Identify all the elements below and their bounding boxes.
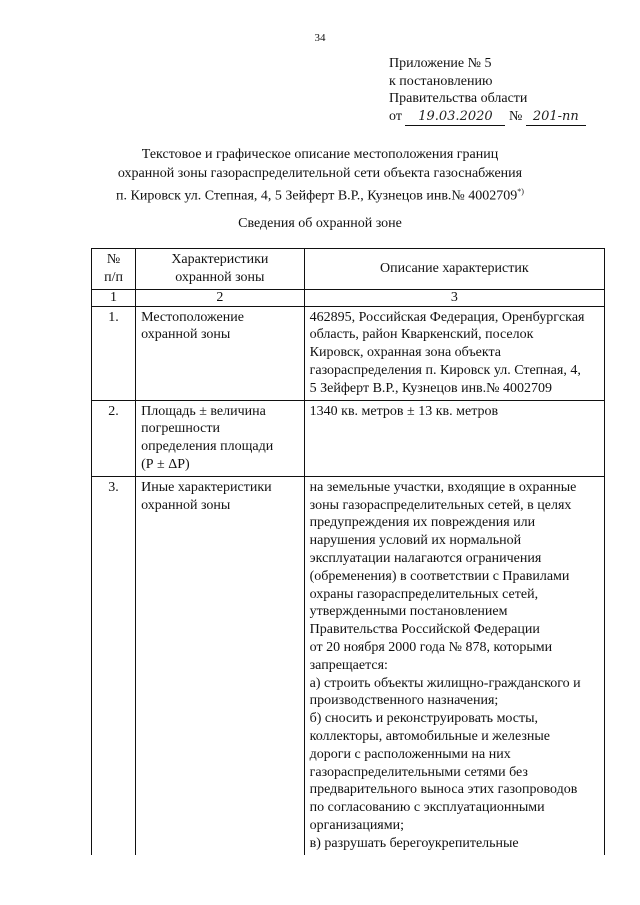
row-description: 462895, Российская Федерация, Оренбургская область, район Кваркенский, поселок Кировск, охранная зона объекта газораспределения п. Кировск ул. Степная, 4, 5 Зейферт В.Р., Кузнецов инв.№ 4002709 (304, 306, 604, 400)
row-number: 3. (92, 476, 136, 854)
number-prefix: № (508, 108, 523, 124)
row-description: на земельные участки, входящие в охранные зоны газораспределительных сетей, в целях предупреждения их повреждения или нарушения условий их нормальной эксплуатации налагаются ограничения (обременения) в соответствии с Правилами охраны газораспределительных сетей, утвержденными постановлением Правительства Российской Федерации от 20 ноября 2000 года № 878, которыми запрещается: а) строить объекты жилищно-гражданского и производственного назначения; б) сносить и реконструировать мосты, коллекторы, автомобильные и железные дороги с расположенными на них газораспределительными сетями без предварительного выноса этих газопроводов по согласованию с эксплуатационными организациями; в) разрушать берегоукрепительные (304, 476, 604, 854)
table-header-row (92, 249, 605, 290)
row-characteristic: Местоположение охранной зоны (136, 306, 305, 400)
footnote-mark: *) (517, 187, 524, 196)
title-line: охранной зоны газораспределительной сети объекта газоснабжения (117, 165, 523, 181)
document-title (0, 146, 640, 206)
column-number: 3 (304, 289, 604, 306)
handwritten-date: 19.03.2020 (405, 108, 505, 127)
row-characteristic: Площадь ± величина погрешности определения площади (Р ± ΔР) (136, 400, 305, 476)
table-row (92, 476, 605, 854)
header-description: Описание характеристик (304, 249, 604, 290)
header-characteristics: Характеристики охранной зоны (136, 249, 305, 290)
row-number: 2. (92, 400, 136, 476)
protection-zone-table (91, 248, 605, 855)
title-line: Текстовое и графическое описание местоположения границ (141, 147, 499, 162)
title-text: п. Кировск ул. Степная, 4, 5 Зейферт В.Р., Кузнецов инв.№ 4002709 (116, 188, 518, 204)
appendix-block (389, 55, 586, 126)
row-description: 1340 кв. метров ± 13 кв. метров (304, 400, 604, 476)
table-row (92, 306, 605, 400)
row-characteristic: Иные характеристики охранной зоны (136, 476, 305, 854)
header-number: № п/п (92, 249, 136, 290)
appendix-line: Правительства области (389, 91, 528, 106)
table-row (92, 400, 605, 476)
appendix-date-line (389, 108, 586, 127)
row-number: 1. (92, 306, 136, 400)
title-line-3 (0, 183, 640, 206)
section-title: Сведения об охранной зоне (238, 216, 402, 231)
column-number-row (92, 289, 605, 306)
appendix-title: Приложение № 5 (389, 56, 492, 71)
column-number: 1 (92, 289, 136, 306)
handwritten-number: 201-пп (526, 108, 586, 127)
page-number: 34 (314, 32, 326, 44)
date-prefix: от (389, 108, 402, 124)
column-number: 2 (136, 289, 305, 306)
appendix-line: к постановлению (389, 73, 493, 89)
